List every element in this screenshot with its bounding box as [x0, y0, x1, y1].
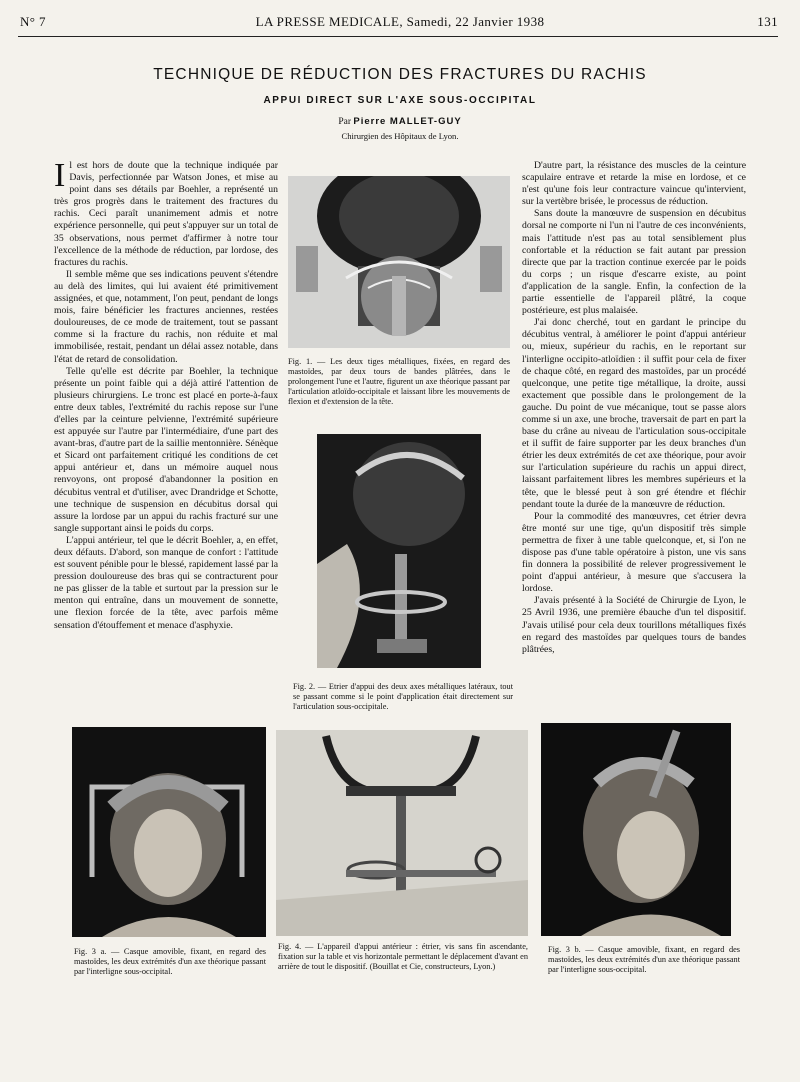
- byline: [0, 116, 800, 127]
- paragraph: Pour la commodité des manœuvres, cet étrier devra être monté sur une tige, qu'un dispositif très simple permettra de fixer à une table quelconque, et, si l'on ne dispose pas d'une table opératoire à piston, une vis sans fin donnera la possibilité de relever progressivement le point d'appui antérieur, à mesure que s'accusera la lordose.: [522, 510, 746, 595]
- header-rule: [18, 36, 778, 37]
- figure-3a-image: [72, 727, 266, 937]
- figure-4-caption: Fig. 4. — L'appareil d'appui antérieur : étrier, vis sans fin ascendante, fixation sur la table et vis horizontale permettant le déplacement d'avant en arrière de tout le dispositif. (Bouillat et Cie, constructeurs, Lyon.): [278, 942, 528, 971]
- figure-4-image: [276, 730, 528, 936]
- paragraph: Telle qu'elle est décrite par Boehler, la technique présente un point faible qui a déjà attiré l'attention de plusieurs chirurgiens. Le tronc est placé en porte-à-faux entre deux tables, l'extrémité du rachis repose sur l'une d'elles par la ceinture pelvienne, l'extrémité supérieure est appuyée sur l'autre par l'intermédiaire, d'une part des avant-bras, d'autre part de la saillie mentonnière. Sénèque et Sicard ont parfaitement critiqué les conditions de cet appui antérieur et, dans un mémoire auquel nous renvoyons, ont proposé d'abandonner la position en décubitus ventral et d'utiliser, avec Drandridge et Schotte, une technique de suspension en décubitus dorsal qui assure la lordose par un appui du rachis fracturé sur une sangle supportant ainsi le poids du corps.: [54, 365, 278, 534]
- byline-prefix: Par: [338, 117, 351, 127]
- paragraph: J'ai donc cherché, tout en gardant le principe du décubitus ventral, à améliorer le point d'appui antérieur ou, mieux, supérieur du rachis, en le reportant sur l'interligne occipito-atloïdien : il suffit pour cela de fixer de chaque côté, en regard des mastoïdes, par un procédé quelconque, une petite tige métallique, la droite, aussi exactement que possible dans le prolongement de la gauche. Du point de vue mécanique, tout se passe alors comme si un axe, une broche, traversait de part en part la base du crâne au niveau de l'articulation sous-occipitale et il suffit de faire supporter par les deux branches d'un étrier les deux extrémités de cet axe théorique, pour avoir sur l'articulation supérieure du rachis un appui direct, laissant parfaitement libres les membres supérieurs et la tête, que le blessé peut à son gré étendre et fléchir pendant toute la durée de la manœuvre de réduction.: [522, 317, 746, 510]
- figure-1-caption: Fig. 1. — Les deux tiges métalliques, fixées, en regard des mastoïdes, par deux tours de bandes plâtrées, dans le prolongement l'une et l'autre, figurent un axe théorique passant par l'articulation atloïdo-occipitale et laissant libre les mouvements de flexion et d'extension de la tête.: [288, 357, 510, 406]
- figure-3b-caption: Fig. 3 b. — Casque amovible, fixant, en regard des mastoïdes, les deux extrémités d'un axe théorique passant par l'interligne sous-occipital.: [548, 945, 740, 974]
- column-right: [522, 160, 746, 656]
- figure-2-image: [317, 434, 481, 668]
- author-name: Pierre MALLET-GUY: [353, 116, 462, 127]
- page-number: 131: [757, 14, 778, 29]
- paragraph: D'autre part, la résistance des muscles de la ceinture scapulaire entrave et retarde la mise en lordose, et ce n'est qu'une fois leur contracture vaincue qu'intervient, sur la vertèbre brisée, le processus de réduction.: [522, 160, 746, 208]
- drop-cap: I: [54, 157, 66, 194]
- paragraph: Il est hors de doute que la technique indiquée par Davis, perfectionnée par Watson Jones, et mise au point dans ses détails par Boehler, a représenté un très gros progrès dans le traitement des fractures du rachis. Ceci paraît unanimement admis et notre expérience personnelle, qui peut s'appuyer sur un total de 35 observations, nous permet d'affirmer à notre tour l'excellence de la méthode de réduction, par lordose, des fractures du rachis.: [54, 157, 278, 268]
- figure-3b-image: [541, 723, 731, 936]
- running-header: LA PRESSE MEDICALE, Samedi, 22 Janvier 1938: [255, 14, 545, 29]
- paragraph: Sans doute la manœuvre de suspension en décubitus dorsal ne comporte ni l'un ni l'autre de ces inconvénients, mais l'attitude n'est pas au total sensiblement plus confortable et la réduction se fait autant par pression directe que par la traction continue exercée par le poids du corps ; un risque d'escarre existe, au point d'application de la sangle. Enfin, la confection de la partie essentielle de l'appareil plâtré, la coque postérieure, est plus malaisée.: [522, 208, 746, 317]
- paragraph: Il semble même que ses indications peuvent s'étendre au delà des limites, qui lui avaient été primitivement assignées, et que, notamment, l'on peut, pendant de longs mois, faire bénéficier les fractures anciennes, restées douloureuses, de ce mode de traitement, tout se passant comme si la fracture du rachis, non réduite et mal immobilisée, restait, pendant un délai assez notable, dans l'état de retard de consolidation.: [54, 268, 278, 365]
- article-title: TECHNIQUE DE RÉDUCTION DES FRACTURES DU RACHIS: [153, 66, 647, 83]
- paragraph: L'appui antérieur, tel que le décrit Boehler, a, en effet, deux défauts. D'abord, son manque de confort : l'attitude est souvent pénible pour le blessé, rapidement lassé par la pression douloureuse des bras qui se contracturent pour ne pas glisser de la table et surtout par la pression sur le menton qui entraîne, dans un mouvement de sonnette, une flexion forcée de la tête, avec parfois même sensation d'étouffement et menace d'asphyxie.: [54, 534, 278, 631]
- paragraph: J'avais présenté à la Société de Chirurgie de Lyon, le 25 Avril 1936, une première ébauche d'un tel dispositif. J'avais utilisé pour cela deux tourillons métalliques fixés en regard des mastoïdes par quelques tours de bandes plâtrées,: [522, 595, 746, 655]
- issue-number: N° 7: [20, 14, 46, 29]
- author-affiliation: Chirurgien des Hôpitaux de Lyon.: [341, 131, 459, 141]
- column-left: [54, 157, 278, 632]
- figure-1-image: [288, 176, 510, 348]
- figure-2-caption: Fig. 2. — Etrier d'appui des deux axes métalliques latéraux, tout se passant comme si le point d'application était directement sur l'articulation sous-occipitale.: [293, 682, 513, 711]
- figure-3a-caption: Fig. 3 a. — Casque amovible, fixant, en regard des mastoïdes, les deux extrémités d'un axe théorique passant par l'interligne sous-occipital.: [74, 947, 266, 976]
- article-subtitle: APPUI DIRECT SUR L'AXE SOUS-OCCIPITAL: [263, 95, 537, 106]
